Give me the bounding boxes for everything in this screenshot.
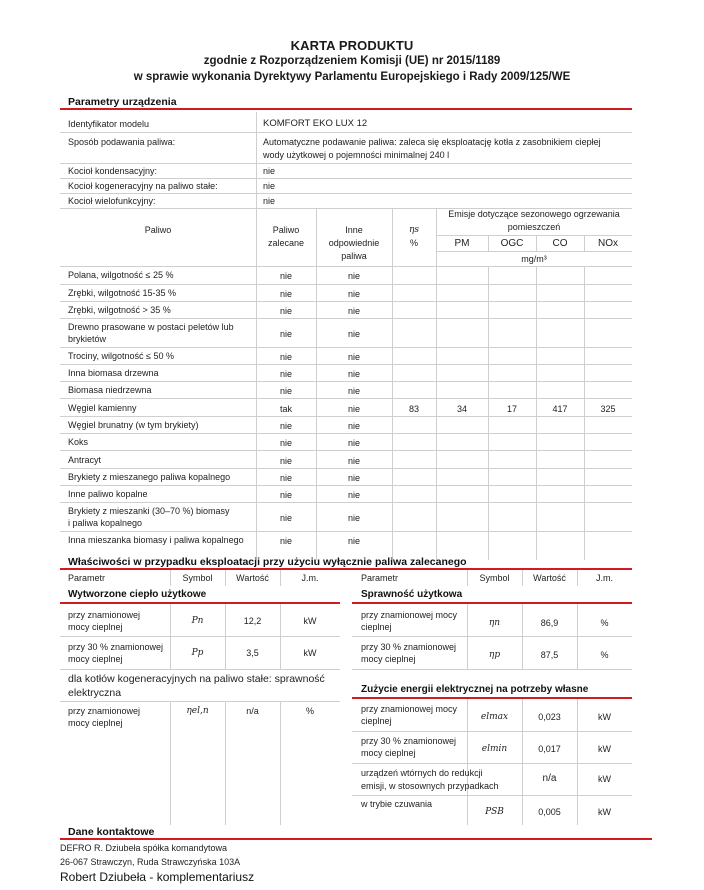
fuel-name: Zrębki, wilgotność > 35 %	[68, 305, 171, 315]
fuel-other: nie	[347, 289, 360, 299]
elec-row-unit: kW	[598, 712, 611, 722]
param-label: Kocioł wielofunkcyjny:	[68, 196, 156, 206]
col-header-value-left: Wartość	[236, 573, 269, 583]
col-header-recommended-l2: zalecane	[267, 238, 305, 248]
row-divider	[60, 433, 632, 434]
eff-row-symbol: ηp	[488, 650, 501, 660]
fuel-recommended: nie	[279, 329, 292, 339]
column-divider	[280, 604, 281, 670]
fuel-other: nie	[347, 352, 360, 362]
eff-row-unit: %	[600, 618, 609, 628]
row-divider	[60, 636, 340, 637]
heat-row-label-l2: mocy cieplnej	[68, 622, 123, 632]
heat-row-value: 3,5	[246, 648, 259, 658]
row-divider	[60, 468, 632, 469]
eff-row-unit: %	[600, 650, 609, 660]
row-divider	[60, 502, 632, 503]
col-header-nox: NOx	[598, 238, 618, 249]
fuel-other: nie	[347, 369, 360, 379]
fuel-recommended: tak	[279, 404, 292, 414]
col-header-unit-left: J.m.	[301, 573, 319, 583]
elec-row-label-l2: emisji, w stosownych przypadkach	[361, 781, 499, 791]
fuel-ogc: 17	[506, 404, 517, 414]
contact-address: 26-067 Strawczyn, Ruda Strawczyńska 103A	[60, 857, 241, 867]
fuel-other: nie	[347, 404, 360, 414]
column-divider	[467, 570, 468, 586]
row-divider	[60, 163, 632, 164]
heat-row-label-l1: przy znamionowej	[68, 610, 141, 620]
fuel-name: Węgiel kamienny	[68, 403, 137, 413]
param-value: nie	[263, 196, 276, 206]
fuel-name: Węgiel brunatny (w tym brykiety)	[68, 420, 199, 430]
row-divider	[60, 701, 340, 702]
row-divider	[60, 347, 632, 348]
elec-row-symbol: elmax	[480, 712, 509, 722]
elec-row-unit: kW	[598, 807, 611, 817]
col-header-emissions-l2: pomieszczeń	[507, 222, 561, 232]
fuel-recommended: nie	[279, 271, 292, 281]
cogeneration-title-l1: dla kotłów kogeneracyjnych na paliwo stałe: sprawność	[68, 673, 325, 685]
fuel-other: nie	[347, 271, 360, 281]
col-header-recommended-l1: Paliwo	[272, 225, 300, 235]
fuel-name-line1: Brykiety z mieszanki (30–70 %) biomasy	[68, 506, 230, 516]
col-header-symbol-left: Symbol	[182, 573, 213, 583]
fuel-recommended: nie	[279, 513, 292, 523]
fuel-recommended: nie	[279, 490, 292, 500]
col-header-unit-right: J.m.	[596, 573, 613, 583]
fuel-name: Zrębki, wilgotność 15-35 %	[68, 288, 177, 298]
cogeneration-title-l2: elektryczna	[68, 687, 122, 699]
model-id-value: KOMFORT EKO LUX 12	[263, 118, 368, 129]
elec-row-label-l1: urządzeń wtórnych do redukcji	[361, 768, 483, 778]
column-divider	[316, 208, 317, 560]
eff-row-label-l1: przy znamionowej mocy	[361, 610, 458, 620]
column-divider	[225, 604, 226, 670]
col-header-eta-symbol: ηs	[408, 225, 419, 235]
fuel-name-line2: brykietów	[68, 334, 107, 344]
row-divider	[60, 398, 632, 399]
subsection-divider	[352, 602, 632, 604]
row-divider	[60, 266, 632, 267]
row-divider	[352, 731, 632, 732]
fuel-name: Polana, wilgotność ≤ 25 %	[68, 270, 174, 280]
fuel-name: Koks	[68, 437, 89, 447]
subsection-divider	[60, 602, 340, 604]
col-header-co: CO	[552, 238, 568, 249]
row-divider	[436, 235, 632, 236]
fuel-other: nie	[347, 513, 360, 523]
row-divider	[60, 450, 632, 451]
elec-row-symbol: PSB	[485, 807, 504, 817]
heat-row-value: 12,2	[243, 616, 262, 626]
elec-row-unit: kW	[598, 774, 611, 784]
fuel-name: Inna biomasa drzewna	[68, 368, 159, 378]
elec-row-value: 0,023	[538, 712, 561, 722]
fuel-name: Inna mieszanka biomasy i paliwa kopalnego	[68, 535, 244, 545]
document-subtitle-directive: w sprawie wykonania Dyrektywy Parlamentu Europejskiego i Rady 2009/125/WE	[133, 71, 571, 83]
column-divider	[488, 235, 489, 251]
row-divider	[60, 416, 632, 417]
elec-row-value: 0,017	[538, 744, 561, 754]
eff-row-value: 86,9	[540, 618, 559, 628]
column-divider	[256, 208, 257, 560]
subsection-title-efficiency: Sprawność użytkowa	[361, 589, 463, 600]
fuel-name: Biomasa niedrzewna	[68, 385, 152, 395]
param-label: Kocioł kondensacyjny:	[68, 166, 158, 176]
elec-row-value: n/a	[542, 773, 557, 784]
col-header-other-l3: paliwa	[341, 251, 367, 261]
column-divider	[392, 208, 393, 560]
fuel-recommended: nie	[279, 306, 292, 316]
fuel-nox: 325	[600, 404, 616, 414]
fuel-feed-value-line1: Automatyczne podawanie paliwa: zaleca się eksploatację kotła z zasobnikiem ciepłej	[263, 137, 601, 147]
col-header-ogc: OGC	[500, 238, 524, 249]
column-divider	[225, 701, 226, 825]
fuel-recommended: nie	[279, 536, 292, 546]
elec-row-label-l1: przy 30 % znamionowej	[361, 736, 457, 746]
column-divider	[522, 570, 523, 586]
heat-row-unit: kW	[303, 648, 317, 658]
column-divider	[584, 235, 585, 251]
fuel-other: nie	[347, 456, 360, 466]
fuel-other: nie	[347, 536, 360, 546]
eff-row-label-l2: mocy cieplnej	[361, 654, 416, 664]
column-divider	[170, 570, 171, 586]
subsection-divider	[352, 697, 632, 699]
param-label: Identyfikator modelu	[68, 119, 150, 129]
fuel-name-line2: i paliwa kopalnego	[68, 518, 143, 528]
fuel-name: Antracyt	[68, 455, 102, 465]
param-value: nie	[263, 166, 276, 176]
fuel-recommended: nie	[279, 456, 292, 466]
column-divider	[436, 208, 437, 560]
fuel-recommended: nie	[279, 473, 292, 483]
cogen-row-label-l2: mocy cieplnej	[68, 718, 123, 728]
row-divider	[60, 284, 632, 285]
elec-row-unit: kW	[598, 744, 611, 754]
fuel-name: Trociny, wilgotność ≤ 50 %	[68, 351, 174, 361]
row-divider	[60, 485, 632, 486]
fuel-name-line1: Drewno prasowane w postaci peletów lub	[68, 322, 234, 332]
row-divider	[60, 132, 632, 133]
section-title-contact: Dane kontaktowe	[68, 826, 155, 838]
column-divider	[280, 701, 281, 825]
column-divider	[577, 570, 578, 586]
eff-row-label-l1: przy 30 % znamionowej	[361, 642, 457, 652]
cogen-row-symbol: ηel,n	[186, 706, 209, 716]
row-divider	[60, 178, 632, 179]
fuel-eta: 83	[408, 404, 419, 414]
document-subtitle-regulation: zgodnie z Rozporządzeniem Komisji (UE) nr 2015/1189	[203, 55, 501, 67]
cogen-row-value: n/a	[246, 706, 259, 716]
column-divider	[170, 701, 171, 825]
param-label: Sposób podawania paliwa:	[68, 137, 176, 147]
row-divider	[60, 318, 632, 319]
elec-row-label-l1: przy znamionowej mocy	[361, 704, 458, 714]
fuel-other: nie	[347, 473, 360, 483]
fuel-other: nie	[347, 306, 360, 316]
column-divider	[170, 604, 171, 670]
fuel-name: Brykiety z mieszanego paliwa kopalnego	[68, 472, 231, 482]
row-divider	[60, 193, 632, 194]
subsection-title-electricity: Zużycie energii elektrycznej na potrzeby własne	[361, 684, 589, 695]
elec-row-value: 0,005	[538, 807, 561, 817]
col-header-eta-unit: %	[409, 238, 418, 248]
col-header-param-left: Parametr	[68, 573, 106, 583]
eff-row-label-l2: cieplnej	[361, 622, 392, 632]
col-header-other-l1: Inne	[345, 225, 363, 235]
contact-person: Robert Dziubeła - komplementariusz	[60, 870, 255, 884]
subsection-title-heat-output: Wytworzone ciepło użytkowe	[68, 589, 207, 600]
contact-company: DEFRO R. Dziubeła spółka komandytowa	[60, 843, 228, 853]
column-divider	[536, 235, 537, 251]
row-divider	[60, 381, 632, 382]
elec-row-label-l2: mocy cieplnej	[361, 748, 416, 758]
fuel-other: nie	[347, 329, 360, 339]
cogen-row-unit: %	[305, 706, 314, 716]
document-title: KARTA PRODUKTU	[290, 38, 414, 53]
elec-row-symbol: elmin	[481, 744, 508, 754]
fuel-other: nie	[347, 421, 360, 431]
fuel-recommended: nie	[279, 289, 292, 299]
fuel-pm: 34	[456, 404, 467, 414]
column-divider	[280, 570, 281, 586]
heat-row-label-l1: przy 30 % znamionowej	[68, 642, 164, 652]
row-divider	[352, 795, 632, 796]
fuel-recommended: nie	[279, 438, 292, 448]
col-header-symbol-right: Symbol	[479, 573, 510, 583]
document-header	[0, 38, 704, 85]
elec-row-label-l2: cieplnej	[361, 716, 392, 726]
fuel-recommended: nie	[279, 352, 292, 362]
col-header-emissions-l1: Emisje dotyczące sezonowego ogrzewania	[448, 209, 620, 219]
col-header-unit: mg/m³	[521, 254, 547, 264]
col-header-value-right: Wartość	[533, 573, 566, 583]
heat-row-symbol: Pn	[191, 616, 204, 626]
fuel-other: nie	[347, 438, 360, 448]
heat-row-label-l2: mocy cieplnej	[68, 654, 123, 664]
column-divider	[225, 570, 226, 586]
fuel-other: nie	[347, 490, 360, 500]
row-divider	[352, 636, 632, 637]
cogen-row-label-l1: przy znamionowej	[68, 706, 141, 716]
eff-row-symbol: ηn	[488, 618, 501, 628]
section-title-device-params: Parametry urządzenia	[68, 96, 177, 108]
row-divider	[352, 763, 632, 764]
section-divider	[60, 108, 632, 110]
col-header-pm: PM	[454, 238, 470, 249]
heat-row-symbol: Pp	[191, 648, 204, 658]
fuel-name: Inne paliwo kopalne	[68, 489, 148, 499]
param-value: nie	[263, 181, 276, 191]
col-header-fuel: Paliwo	[144, 225, 172, 235]
fuel-recommended: nie	[279, 369, 292, 379]
section-title-properties: Właściwości w przypadku eksploatacji przy użyciu wyłącznie paliwa zalecanego	[68, 556, 467, 568]
col-header-param-right: Parametr	[361, 573, 399, 583]
fuel-feed-value-line2: wody użytkowej o pojemności minimalnej 240 l	[263, 150, 450, 160]
row-divider	[60, 301, 632, 302]
fuel-other: nie	[347, 386, 360, 396]
row-divider	[60, 364, 632, 365]
param-label: Kocioł kogeneracyjny na paliwo stałe:	[68, 181, 218, 191]
section-divider	[60, 838, 652, 840]
section-divider	[60, 568, 632, 570]
elec-row-label-l1: w trybie czuwania	[361, 799, 433, 809]
fuel-recommended: nie	[279, 386, 292, 396]
row-divider	[436, 251, 632, 252]
col-header-other-l2: odpowiednie	[328, 238, 380, 248]
row-divider	[60, 669, 340, 670]
fuel-co: 417	[552, 404, 568, 414]
eff-row-value: 87,5	[540, 650, 559, 660]
row-divider	[60, 531, 632, 532]
fuel-recommended: nie	[279, 421, 292, 431]
heat-row-unit: kW	[303, 616, 317, 626]
row-divider	[352, 669, 632, 670]
